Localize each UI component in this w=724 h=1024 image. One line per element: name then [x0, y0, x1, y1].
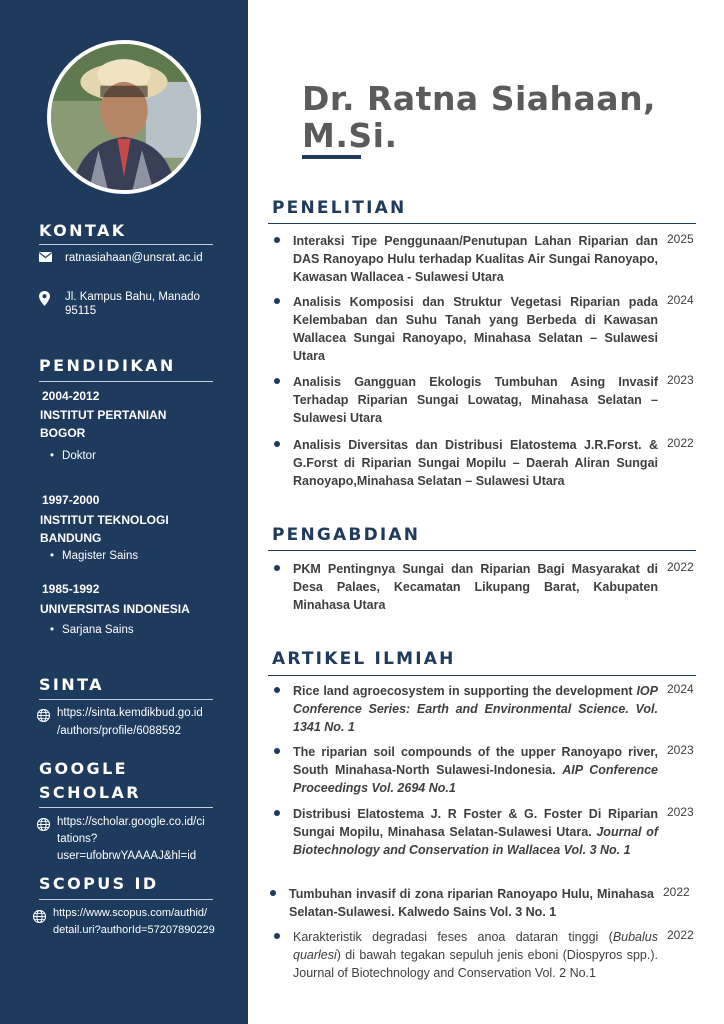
google-scholar-heading	[39, 757, 141, 805]
sinta-link-row[interactable]	[37, 705, 203, 740]
research-title: Interaksi Tipe Penggunaan/Penutupan Lahan Riparian dan DAS Ranoyapo Hulu terhadap Kualitas Air Sungai Ranoyapo, Kawasan Wallacea - Sulawesi Utara	[293, 234, 658, 284]
research-title: Analisis Gangguan Ekologis Tumbuhan Asing Invasif Terhadap Riparian Sungai Lowatag, Minahasa Selatan – Sulawesi Utara	[293, 375, 658, 425]
article-citation	[293, 682, 658, 736]
page-title: Dr. Ratna Siahaan, M.Si.	[302, 79, 657, 155]
service-year: 2022	[667, 560, 694, 574]
service-divider	[268, 550, 696, 551]
bullet	[274, 441, 280, 447]
google-scholar-url-line[interactable]: tations?	[57, 833, 98, 845]
research-year: 2023	[667, 373, 694, 387]
sinta-url[interactable]	[57, 705, 203, 740]
scopus-link-row[interactable]	[33, 905, 215, 939]
species-name: Bubalus quarlesi	[293, 930, 658, 962]
sinta-divider	[39, 699, 213, 700]
bullet	[274, 748, 280, 754]
google-scholar-link-row[interactable]	[37, 814, 205, 865]
bullet	[274, 933, 280, 939]
article-title-part: ) di bawah tegakan sepuluh jenis eboni (Diospyros spp.). Journal of Biotechnology and Conservation Vol. 2 No.1	[293, 948, 658, 980]
scopus-heading: SCOPUS ID	[39, 874, 159, 893]
article-citation	[293, 805, 658, 859]
bullet	[274, 810, 280, 816]
scopus-url-line[interactable]: detail.uri?authorId=57207890229	[53, 924, 215, 936]
education-institution: INSTITUT TEKNOLOGI BANDUNG	[40, 513, 169, 545]
globe-icon	[37, 816, 51, 835]
address-row	[39, 290, 215, 318]
article-year: 2022	[663, 885, 690, 899]
contact-heading: KONTAK	[39, 221, 127, 240]
google-scholar-url[interactable]	[57, 814, 205, 865]
service-title: PKM Pentingnya Sungai dan Riparian Bagi Masyarakat di Desa Palaes, Kecamatan Likupang Barat, Kabupaten Minahasa Utara	[293, 562, 658, 612]
research-year: 2025	[667, 232, 694, 246]
scopus-url-line[interactable]: https://www.scopus.com/authid/	[53, 907, 208, 919]
email-address[interactable]: ratnasiahaan@unsrat.ac.id	[65, 252, 203, 264]
scopus-url[interactable]	[53, 905, 215, 939]
sinta-url-line[interactable]: https://sinta.kemdikbud.go.id	[57, 707, 203, 719]
education-years: 2004-2012	[42, 389, 100, 403]
research-title: Analisis Komposisi dan Struktur Vegetasi Riparian pada Kelembaban dan Suhu Tanah yang Berbeda di Kawasan Wallacea Sungai Ranoyapo, Minahasa Selatan – Sulawesi Utara	[293, 295, 658, 363]
bullet	[274, 237, 280, 243]
education-divider	[39, 381, 213, 382]
service-heading: PENGABDIAN	[272, 525, 421, 545]
email-row	[39, 251, 225, 265]
education-heading: PENDIDIKAN	[39, 356, 176, 375]
article-citation: Tumbuhan invasif di zona riparian Ranoyapo Hulu, Minahasa Selatan-Sulawesi. Kalwedo Sains Vol. 3 No. 1	[289, 887, 654, 919]
globe-icon	[37, 707, 51, 726]
bullet	[274, 378, 280, 384]
article-year: 2024	[667, 682, 694, 696]
article-journal: Journal of Biotechnology and Conservation in Wallacea Vol. 3 No. 1	[293, 825, 658, 857]
research-year: 2022	[667, 436, 694, 450]
google-scholar-url-line[interactable]: https://scholar.google.co.id/ci	[57, 816, 205, 828]
education-years: 1997-2000	[42, 493, 100, 507]
sinta-url-line[interactable]: /authors/profile/6088592	[57, 725, 182, 737]
article-year: 2022	[667, 928, 694, 942]
google-scholar-divider	[39, 807, 213, 808]
articles-divider	[268, 675, 696, 676]
article-journal: AIP Conference Proceedings Vol. 2694 No.1	[293, 763, 659, 795]
scopus-divider	[39, 899, 213, 900]
sidebar	[0, 0, 248, 1024]
bullet	[274, 298, 280, 304]
contact-divider	[39, 244, 213, 245]
google-scholar-heading-line: GOOGLE	[39, 759, 128, 778]
research-title: Analisis Diversitas dan Distribusi Elatostema J.R.Forst. & G.Forst di Riparian Sungai Mopilu – Daerah Aliran Sungai Ranoyapo,Minahasa Selatan – Sulawesi Utara	[293, 438, 658, 488]
education-degree: • Sarjana Sains	[50, 624, 134, 636]
education-years: 1985-1992	[42, 582, 100, 596]
research-divider	[268, 223, 696, 224]
bullet	[274, 565, 280, 571]
profile-photo	[47, 40, 201, 194]
globe-icon	[33, 908, 47, 927]
article-title: Rice land agroecosystem in supporting the development	[293, 684, 633, 698]
research-heading: PENELITIAN	[272, 198, 407, 218]
envelope-icon	[39, 252, 57, 262]
education-institution: INSTITUT PERTANIAN BOGOR	[40, 408, 167, 440]
article-citation	[293, 928, 658, 982]
article-title-part: Karakteristik degradasi feses anoa dataran tinggi (	[293, 930, 613, 944]
avatar-illustration	[51, 44, 197, 190]
articles-heading: ARTIKEL ILMIAH	[272, 649, 456, 669]
address: Jl. Kampus Bahu, Manado 95115	[65, 291, 200, 317]
education-degree: • Doktor	[50, 450, 96, 462]
title-underline	[302, 155, 361, 159]
map-pin-icon	[39, 291, 57, 306]
research-year: 2024	[667, 293, 694, 307]
sinta-heading: SINTA	[39, 675, 104, 694]
google-scholar-url-line[interactable]: user=ufobrwYAAAAJ&hl=id	[57, 850, 197, 862]
bullet	[270, 890, 276, 896]
education-institution: UNIVERSITAS INDONESIA	[40, 602, 190, 616]
article-year: 2023	[667, 743, 694, 757]
education-degree: • Magister Sains	[50, 550, 138, 562]
google-scholar-heading-line: SCHOLAR	[39, 783, 141, 802]
article-year: 2023	[667, 805, 694, 819]
article-title: The riparian soil compounds of the upper Ranoyapo river, South Minahasa-North Sulawesi-Indonesia.	[293, 745, 658, 777]
article-title: Distribusi Elatostema J. R Foster & G. Foster Di Riparian Sungai Mopilu, Minahasa Selatan-Sulawesi Utara.	[293, 807, 658, 839]
article-citation	[293, 743, 658, 797]
bullet	[274, 687, 280, 693]
article-journal: IOP Conference Series: Earth and Environmental Science. Vol. 1341 No. 1	[293, 684, 658, 734]
